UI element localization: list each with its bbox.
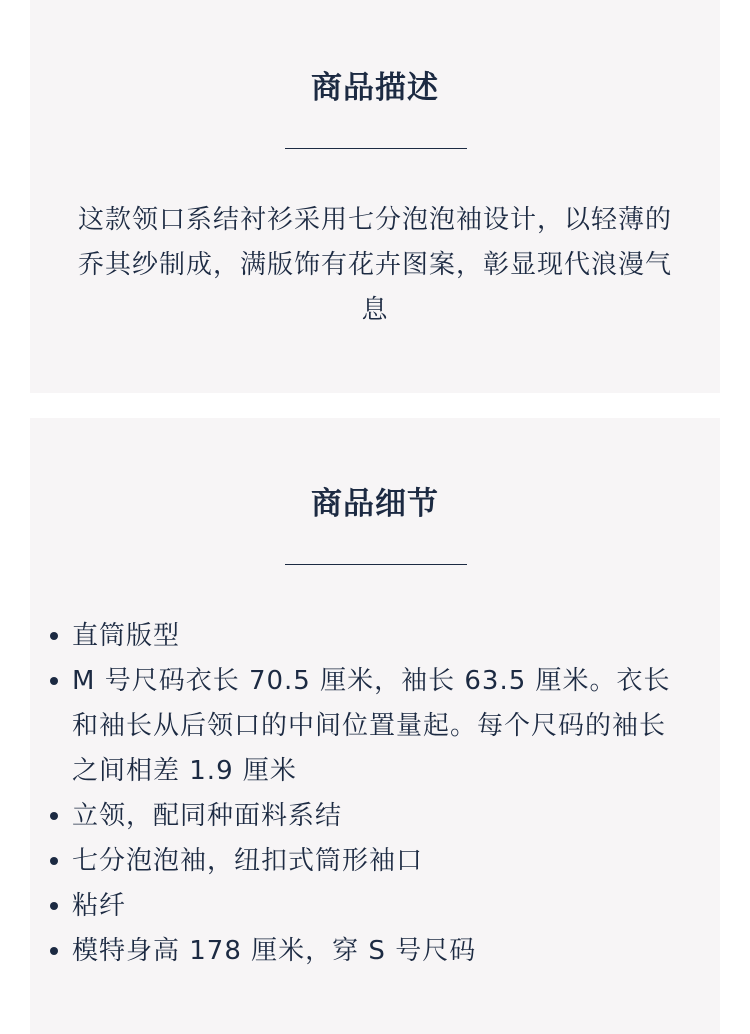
detail-item-text: 立领，配同种面料系结 xyxy=(72,801,343,831)
detail-item-model xyxy=(72,929,692,974)
detail-item-fit xyxy=(72,614,692,659)
detail-item-text: 七分泡泡袖，纽扣式筒形袖口 xyxy=(72,846,424,876)
details-title: 商品细节 xyxy=(311,486,439,522)
detail-item-text: 模特身高 178 厘米，穿 S 号尺码 xyxy=(72,936,477,966)
detail-item-text: 粘纤 xyxy=(72,891,127,921)
detail-item-size xyxy=(72,659,692,794)
bullet-icon xyxy=(50,677,58,685)
details-list xyxy=(72,614,692,974)
bullet-icon xyxy=(50,812,58,820)
product-details-card xyxy=(30,418,720,1034)
detail-item-sleeves xyxy=(72,839,692,884)
description-text: 这款领口系结衬衫采用七分泡泡袖设计，以轻薄的乔其纱制成，满版饰有花卉图案，彰显现代浪漫气息 xyxy=(77,205,672,325)
description-title: 商品描述 xyxy=(311,70,439,106)
detail-item-text: 直筒版型 xyxy=(72,621,181,651)
detail-item-collar xyxy=(72,794,692,839)
bullet-icon xyxy=(50,902,58,910)
detail-item-text: M 号尺码衣长 70.5 厘米，袖长 63.5 厘米。衣长和袖长从后领口的中间位置量起。每个尺码的袖长之间相差 1.9 厘米 xyxy=(72,666,671,786)
details-divider xyxy=(285,564,467,565)
product-description-card xyxy=(30,0,720,393)
bullet-icon xyxy=(50,632,58,640)
bullet-icon xyxy=(50,857,58,865)
bullet-icon xyxy=(50,947,58,955)
description-divider xyxy=(285,148,467,149)
detail-item-material xyxy=(72,884,692,929)
